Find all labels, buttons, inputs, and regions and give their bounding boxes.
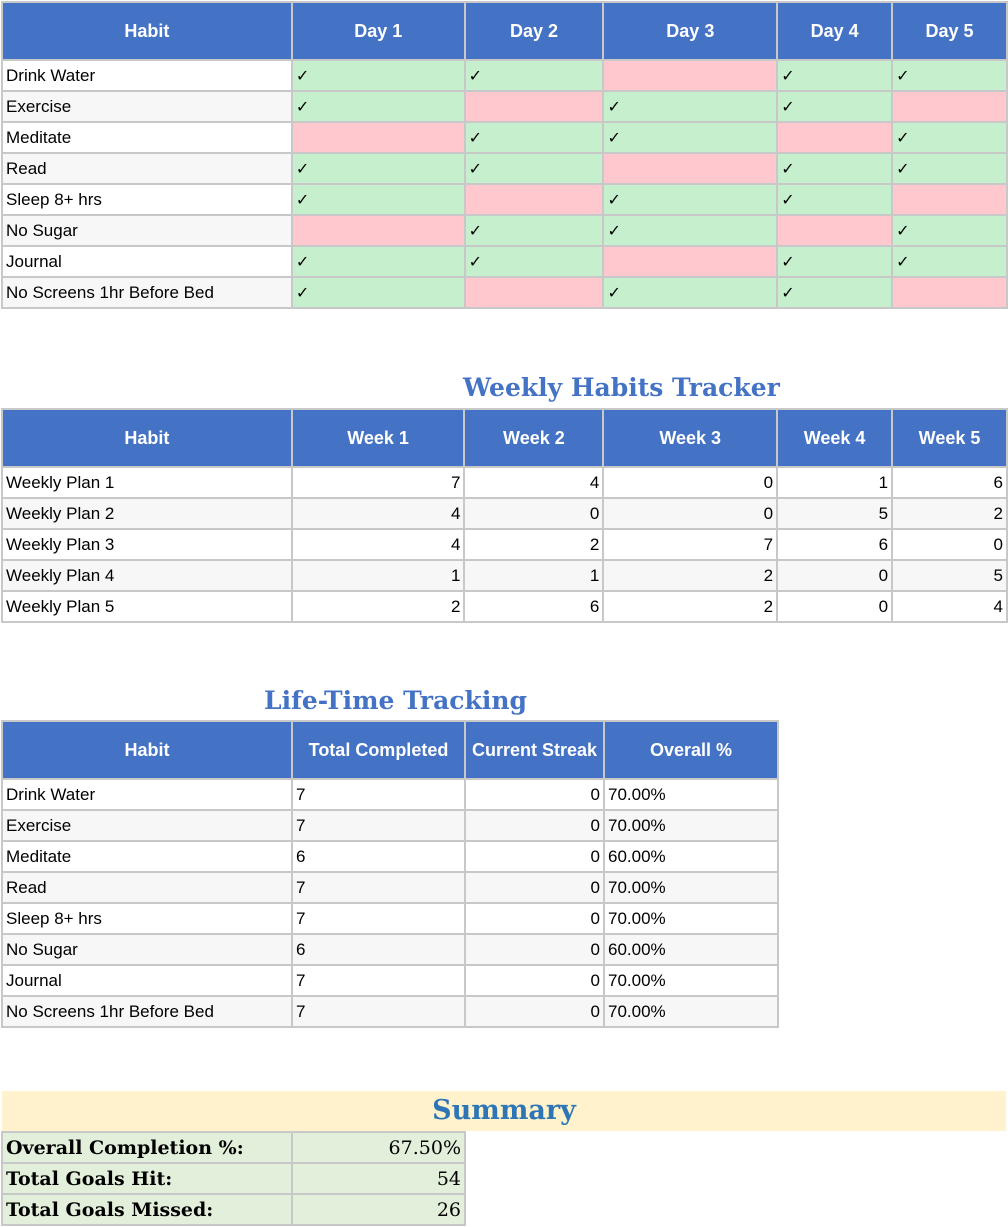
header-day-3: Day 3 bbox=[603, 2, 777, 60]
checkmark-icon: ✓ bbox=[896, 129, 910, 147]
daily-habit-row bbox=[2, 153, 1007, 184]
daily-habit-row bbox=[2, 215, 1007, 246]
week-1-value[interactable]: 1 bbox=[292, 560, 465, 591]
lifetime-habit-row bbox=[2, 841, 778, 872]
header-week-1: Week 1 bbox=[292, 409, 465, 467]
checkmark-icon: ✓ bbox=[295, 191, 310, 209]
header-day-2: Day 2 bbox=[465, 2, 604, 60]
habit-name: Sleep 8+ hrs bbox=[2, 184, 292, 215]
habit-name: Meditate bbox=[2, 122, 292, 153]
day-cell-done[interactable] bbox=[465, 122, 604, 153]
current-streak: 0 bbox=[465, 810, 604, 841]
checkmark-icon: ✓ bbox=[468, 67, 483, 85]
checkmark-icon: ✓ bbox=[781, 160, 795, 178]
plan-name: Weekly Plan 3 bbox=[2, 529, 292, 560]
checkmark-icon: ✓ bbox=[607, 284, 621, 302]
summary-row-goals-missed bbox=[2, 1194, 465, 1225]
lifetime-habit-row bbox=[2, 779, 778, 810]
total-completed: 7 bbox=[292, 779, 465, 810]
day-cell-missed[interactable] bbox=[892, 184, 1007, 215]
lifetime-header-row bbox=[2, 721, 778, 779]
habit-name: Drink Water bbox=[2, 60, 292, 91]
weekly-header-row bbox=[2, 409, 1007, 467]
checkmark-icon: ✓ bbox=[607, 222, 621, 240]
week-4-value[interactable]: 1 bbox=[777, 467, 892, 498]
checkmark-icon: ✓ bbox=[896, 67, 910, 85]
daily-habit-row bbox=[2, 184, 1007, 215]
day-cell-missed[interactable] bbox=[603, 60, 777, 91]
day-cell-missed[interactable] bbox=[603, 153, 777, 184]
checkmark-icon: ✓ bbox=[896, 222, 910, 240]
daily-habit-row bbox=[2, 246, 1007, 277]
checkmark-icon: ✓ bbox=[896, 160, 910, 178]
total-completed: 6 bbox=[292, 841, 465, 872]
lifetime-tracking-title: Life-Time Tracking bbox=[264, 686, 527, 715]
day-cell-done[interactable] bbox=[292, 91, 465, 122]
day-cell-done[interactable] bbox=[292, 277, 465, 308]
weekly-habits-table bbox=[1, 408, 1008, 623]
lifetime-tracking-table bbox=[1, 720, 779, 1028]
day-cell-done[interactable] bbox=[892, 246, 1007, 277]
habit-name: No Sugar bbox=[2, 934, 292, 965]
current-streak: 0 bbox=[465, 934, 604, 965]
week-3-value[interactable]: 0 bbox=[603, 498, 777, 529]
checkmark-icon: ✓ bbox=[896, 253, 910, 271]
week-5-value[interactable]: 2 bbox=[892, 498, 1007, 529]
header-day-1: Day 1 bbox=[292, 2, 465, 60]
weekly-plan-row bbox=[2, 529, 1007, 560]
overall-percent: 70.00% bbox=[604, 779, 778, 810]
habit-name: Read bbox=[2, 153, 292, 184]
weekly-plan-row bbox=[2, 591, 1007, 622]
habit-name: No Screens 1hr Before Bed bbox=[2, 996, 292, 1027]
overall-percent: 70.00% bbox=[604, 965, 778, 996]
daily-habit-row bbox=[2, 91, 1007, 122]
day-cell-missed[interactable] bbox=[777, 122, 892, 153]
week-3-value[interactable]: 7 bbox=[603, 529, 777, 560]
day-cell-done[interactable] bbox=[603, 277, 777, 308]
overall-percent: 70.00% bbox=[604, 903, 778, 934]
lifetime-habit-row bbox=[2, 996, 778, 1027]
daily-habit-row bbox=[2, 60, 1007, 91]
day-cell-done[interactable] bbox=[892, 215, 1007, 246]
summary-banner bbox=[2, 1091, 1006, 1131]
checkmark-icon: ✓ bbox=[781, 284, 795, 302]
summary-row-goals-hit bbox=[2, 1163, 465, 1194]
day-cell-done[interactable] bbox=[777, 246, 892, 277]
checkmark-icon: ✓ bbox=[607, 98, 621, 116]
lifetime-habit-row bbox=[2, 872, 778, 903]
total-completed: 6 bbox=[292, 934, 465, 965]
week-2-value[interactable]: 4 bbox=[464, 467, 603, 498]
header-total-completed: Total Completed bbox=[292, 721, 465, 779]
week-5-value[interactable]: 5 bbox=[892, 560, 1007, 591]
checkmark-icon: ✓ bbox=[295, 67, 310, 85]
current-streak: 0 bbox=[465, 779, 604, 810]
week-5-value[interactable]: 0 bbox=[892, 529, 1007, 560]
overall-percent: 60.00% bbox=[604, 934, 778, 965]
day-cell-done[interactable] bbox=[292, 153, 465, 184]
current-streak: 0 bbox=[465, 903, 604, 934]
week-4-value[interactable]: 0 bbox=[777, 591, 892, 622]
total-completed: 7 bbox=[292, 965, 465, 996]
week-2-value[interactable]: 2 bbox=[464, 529, 603, 560]
checkmark-icon: ✓ bbox=[607, 129, 621, 147]
day-cell-done[interactable] bbox=[892, 153, 1007, 184]
header-day-5: Day 5 bbox=[892, 2, 1007, 60]
day-cell-missed[interactable] bbox=[777, 215, 892, 246]
week-2-value[interactable]: 0 bbox=[464, 498, 603, 529]
day-cell-missed[interactable] bbox=[892, 91, 1007, 122]
daily-habit-row bbox=[2, 122, 1007, 153]
daily-habit-row bbox=[2, 277, 1007, 308]
summary-value: 26 bbox=[292, 1194, 465, 1225]
week-1-value[interactable]: 7 bbox=[292, 467, 465, 498]
daily-header-row bbox=[2, 2, 1007, 60]
total-completed: 7 bbox=[292, 872, 465, 903]
lifetime-habit-row bbox=[2, 810, 778, 841]
summary-title: Summary bbox=[432, 1095, 576, 1126]
habit-name: Drink Water bbox=[2, 779, 292, 810]
current-streak: 0 bbox=[465, 965, 604, 996]
week-4-value[interactable]: 6 bbox=[777, 529, 892, 560]
week-5-value[interactable]: 4 bbox=[892, 591, 1007, 622]
week-3-value[interactable]: 2 bbox=[603, 560, 777, 591]
daily-habits-table bbox=[1, 1, 1008, 309]
header-week-5: Week 5 bbox=[892, 409, 1007, 467]
day-cell-done[interactable] bbox=[603, 215, 777, 246]
day-cell-missed[interactable] bbox=[892, 277, 1007, 308]
checkmark-icon: ✓ bbox=[295, 253, 310, 271]
checkmark-icon: ✓ bbox=[468, 222, 483, 240]
overall-percent: 60.00% bbox=[604, 841, 778, 872]
current-streak: 0 bbox=[465, 872, 604, 903]
plan-name: Weekly Plan 5 bbox=[2, 591, 292, 622]
checkmark-icon: ✓ bbox=[295, 284, 310, 302]
weekly-plan-row bbox=[2, 560, 1007, 591]
day-cell-missed[interactable] bbox=[465, 91, 604, 122]
week-1-value[interactable]: 2 bbox=[292, 591, 465, 622]
week-5-value[interactable]: 6 bbox=[892, 467, 1007, 498]
day-cell-done[interactable] bbox=[777, 184, 892, 215]
day-cell-done[interactable] bbox=[465, 246, 604, 277]
day-cell-done[interactable] bbox=[292, 246, 465, 277]
day-cell-done[interactable] bbox=[603, 184, 777, 215]
day-cell-done[interactable] bbox=[465, 60, 604, 91]
summary-row-overall-completion bbox=[2, 1132, 465, 1163]
week-4-value[interactable]: 5 bbox=[777, 498, 892, 529]
checkmark-icon: ✓ bbox=[607, 191, 621, 209]
day-cell-missed[interactable] bbox=[292, 122, 465, 153]
habit-name: Journal bbox=[2, 246, 292, 277]
header-overall-percent: Overall % bbox=[604, 721, 778, 779]
overall-percent: 70.00% bbox=[604, 872, 778, 903]
lifetime-habit-row bbox=[2, 934, 778, 965]
header-habit: Habit bbox=[2, 409, 292, 467]
week-3-value[interactable]: 0 bbox=[603, 467, 777, 498]
weekly-tracker-title: Weekly Habits Tracker bbox=[463, 373, 780, 402]
lifetime-habit-row bbox=[2, 965, 778, 996]
weekly-plan-row bbox=[2, 467, 1007, 498]
checkmark-icon: ✓ bbox=[781, 191, 795, 209]
summary-value: 54 bbox=[292, 1163, 465, 1194]
checkmark-icon: ✓ bbox=[295, 160, 310, 178]
day-cell-done[interactable] bbox=[777, 91, 892, 122]
total-completed: 7 bbox=[292, 903, 465, 934]
day-cell-missed[interactable] bbox=[465, 184, 604, 215]
habit-name: Journal bbox=[2, 965, 292, 996]
checkmark-icon: ✓ bbox=[468, 129, 483, 147]
plan-name: Weekly Plan 2 bbox=[2, 498, 292, 529]
week-4-value[interactable]: 0 bbox=[777, 560, 892, 591]
header-habit: Habit bbox=[2, 2, 292, 60]
weekly-plan-row bbox=[2, 498, 1007, 529]
day-cell-done[interactable] bbox=[777, 277, 892, 308]
week-1-value[interactable]: 4 bbox=[292, 529, 465, 560]
summary-table bbox=[1, 1131, 466, 1226]
day-cell-done[interactable] bbox=[777, 60, 892, 91]
overall-percent: 70.00% bbox=[604, 996, 778, 1027]
week-3-value[interactable]: 2 bbox=[603, 591, 777, 622]
day-cell-missed[interactable] bbox=[292, 215, 465, 246]
day-cell-done[interactable] bbox=[603, 122, 777, 153]
habit-name: Exercise bbox=[2, 810, 292, 841]
habit-name: No Sugar bbox=[2, 215, 292, 246]
day-cell-done[interactable] bbox=[465, 153, 604, 184]
habit-name: Sleep 8+ hrs bbox=[2, 903, 292, 934]
habit-name: Meditate bbox=[2, 841, 292, 872]
overall-percent: 70.00% bbox=[604, 810, 778, 841]
header-current-streak: Current Streak bbox=[465, 721, 604, 779]
plan-name: Weekly Plan 1 bbox=[2, 467, 292, 498]
header-habit: Habit bbox=[2, 721, 292, 779]
summary-label: Total Goals Hit: bbox=[2, 1163, 292, 1194]
week-2-value[interactable]: 1 bbox=[464, 560, 603, 591]
day-cell-missed[interactable] bbox=[465, 277, 604, 308]
header-week-4: Week 4 bbox=[777, 409, 892, 467]
day-cell-missed[interactable] bbox=[603, 246, 777, 277]
day-cell-done[interactable] bbox=[777, 153, 892, 184]
week-2-value[interactable]: 6 bbox=[464, 591, 603, 622]
summary-value: 67.50% bbox=[292, 1132, 465, 1163]
total-completed: 7 bbox=[292, 810, 465, 841]
day-cell-done[interactable] bbox=[465, 215, 604, 246]
checkmark-icon: ✓ bbox=[781, 253, 795, 271]
checkmark-icon: ✓ bbox=[295, 98, 310, 116]
header-week-3: Week 3 bbox=[603, 409, 777, 467]
week-1-value[interactable]: 4 bbox=[292, 498, 465, 529]
total-completed: 7 bbox=[292, 996, 465, 1027]
day-cell-done[interactable] bbox=[892, 122, 1007, 153]
current-streak: 0 bbox=[465, 996, 604, 1027]
day-cell-done[interactable] bbox=[603, 91, 777, 122]
day-cell-done[interactable] bbox=[292, 60, 465, 91]
day-cell-done[interactable] bbox=[292, 184, 465, 215]
habit-name: Read bbox=[2, 872, 292, 903]
checkmark-icon: ✓ bbox=[781, 98, 795, 116]
summary-label: Overall Completion %: bbox=[2, 1132, 292, 1163]
current-streak: 0 bbox=[465, 841, 604, 872]
header-week-2: Week 2 bbox=[464, 409, 603, 467]
habit-name: Exercise bbox=[2, 91, 292, 122]
plan-name: Weekly Plan 4 bbox=[2, 560, 292, 591]
header-day-4: Day 4 bbox=[777, 2, 892, 60]
day-cell-done[interactable] bbox=[892, 60, 1007, 91]
habit-name: No Screens 1hr Before Bed bbox=[2, 277, 292, 308]
summary-label: Total Goals Missed: bbox=[2, 1194, 292, 1225]
checkmark-icon: ✓ bbox=[468, 160, 483, 178]
lifetime-habit-row bbox=[2, 903, 778, 934]
checkmark-icon: ✓ bbox=[468, 253, 483, 271]
checkmark-icon: ✓ bbox=[781, 67, 795, 85]
